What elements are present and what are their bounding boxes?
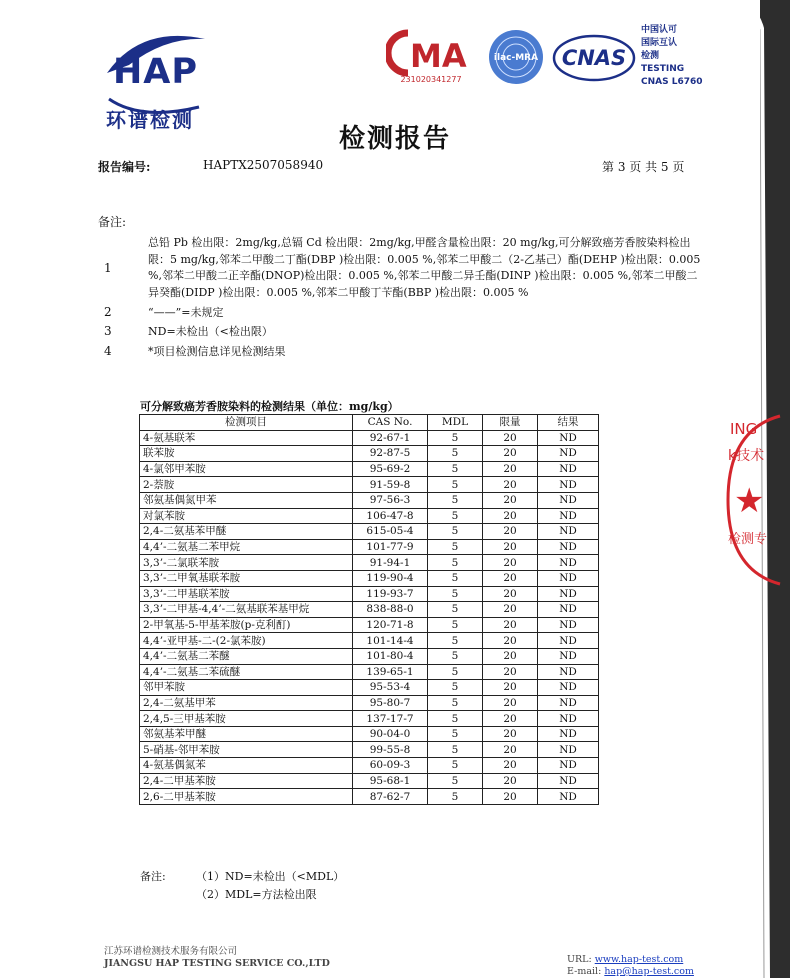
- table-cell: 20: [483, 633, 538, 649]
- table-cell: 95-68-1: [353, 773, 428, 789]
- stamp-text: k技术: [728, 448, 765, 464]
- test-item-cell: 3,3’-二甲氧基联苯胺: [140, 570, 353, 586]
- table-cell: 60-09-3: [353, 758, 428, 774]
- company-name-en: JIANGSU HAP TESTING SERVICE CO.,LTD: [104, 958, 330, 969]
- table-row: [140, 664, 599, 680]
- test-item-cell: 邻甲苯胺: [140, 680, 353, 696]
- test-item-cell: 2,6-二甲基苯胺: [140, 789, 353, 805]
- table-cell: 5: [428, 726, 483, 742]
- test-item-cell: 4-氨基联苯: [140, 430, 353, 446]
- table-cell: 5: [428, 539, 483, 555]
- table-cell: 5: [428, 508, 483, 524]
- table-cell: ND: [538, 633, 599, 649]
- table-header-cell: 检测项目: [140, 415, 353, 431]
- table-row: [140, 695, 599, 711]
- cnas-logo: [552, 30, 636, 86]
- table-cell: 20: [483, 524, 538, 540]
- table-title: 可分解致癌芳香胺染料的检测结果（单位：mg/kg）: [140, 400, 399, 413]
- table-row: [140, 680, 599, 696]
- table-cell: 95-80-7: [353, 695, 428, 711]
- table-cell: 20: [483, 586, 538, 602]
- table-cell: ND: [538, 695, 599, 711]
- table-cell: 20: [483, 461, 538, 477]
- table-cell: 91-59-8: [353, 477, 428, 493]
- table-cell: 5: [428, 602, 483, 618]
- table-cell: 5: [428, 570, 483, 586]
- table-cell: 5: [428, 789, 483, 805]
- test-item-cell: 2,4-二甲基苯胺: [140, 773, 353, 789]
- contact-info: [567, 954, 694, 978]
- table-header-row: [140, 415, 599, 431]
- table-row: [140, 633, 599, 649]
- table-cell: 5: [428, 492, 483, 508]
- table-header-cell: 结果: [538, 415, 599, 431]
- table-cell: ND: [538, 789, 599, 805]
- table-header-cell: 限量: [483, 415, 538, 431]
- website-link[interactable]: www.hap-test.com: [594, 954, 684, 965]
- table-row: [140, 648, 599, 664]
- cma-number: 231020341277: [400, 75, 462, 84]
- table-cell: 99-55-8: [353, 742, 428, 758]
- table-cell: 20: [483, 555, 538, 571]
- table-cell: 106-47-8: [353, 508, 428, 524]
- table-cell: ND: [538, 617, 599, 633]
- note-text: ND=未检出（<检出限）: [148, 325, 273, 338]
- table-cell: 20: [483, 789, 538, 805]
- table-cell: 5: [428, 524, 483, 540]
- cert-line: TESTING: [641, 64, 685, 74]
- table-cell: ND: [538, 602, 599, 618]
- note-number: 4: [104, 344, 112, 358]
- table-row: [140, 711, 599, 727]
- test-item-cell: 2-甲氧基-5-甲基苯胺(p-克利酊): [140, 617, 353, 633]
- table-cell: ND: [538, 773, 599, 789]
- table-cell: 101-14-4: [353, 633, 428, 649]
- test-item-cell: 3,3’-二甲基-4,4’-二氨基联苯基甲烷: [140, 602, 353, 618]
- table-cell: 20: [483, 758, 538, 774]
- table-cell: 5: [428, 664, 483, 680]
- table-cell: ND: [538, 555, 599, 571]
- table-cell: 87-62-7: [353, 789, 428, 805]
- table-cell: 92-87-5: [353, 446, 428, 462]
- cert-text: [641, 24, 703, 89]
- ilac-mra-text: ilac-MRA: [493, 53, 539, 63]
- table-cell: 20: [483, 539, 538, 555]
- cma-logo-text: MA: [410, 37, 467, 75]
- table-cell: 101-77-9: [353, 539, 428, 555]
- report-number: HAPTX2507058940: [203, 158, 324, 172]
- test-item-cell: 4,4’-亚甲基-二-(2-氯苯胺): [140, 633, 353, 649]
- note-number: 1: [104, 261, 112, 275]
- test-item-cell: 4,4’-二氨基二苯甲烷: [140, 539, 353, 555]
- ilac-mra-logo: [485, 28, 547, 86]
- test-item-cell: 联苯胺: [140, 446, 353, 462]
- table-cell: 119-90-4: [353, 570, 428, 586]
- table-cell: ND: [538, 586, 599, 602]
- table-row: [140, 617, 599, 633]
- table-row: [140, 430, 599, 446]
- report-title: 检测报告: [339, 124, 452, 154]
- table-row: [140, 477, 599, 493]
- table-cell: ND: [538, 680, 599, 696]
- table-cell: 5: [428, 617, 483, 633]
- table-cell: 5: [428, 586, 483, 602]
- email-link[interactable]: hap@hap-test.com: [604, 966, 694, 977]
- cert-line: 中国认可: [641, 25, 678, 35]
- table-cell: ND: [538, 492, 599, 508]
- table-row: [140, 570, 599, 586]
- test-item-cell: 2,4-二氨基甲苯: [140, 695, 353, 711]
- table-cell: 20: [483, 695, 538, 711]
- table-cell: 5: [428, 711, 483, 727]
- table-cell: ND: [538, 524, 599, 540]
- table-cell: 5: [428, 633, 483, 649]
- table-cell: 5: [428, 477, 483, 493]
- table-cell: 838-88-0: [353, 602, 428, 618]
- table-header-cell: CAS No.: [353, 415, 428, 431]
- test-item-cell: 3,3’-二甲基联苯胺: [140, 586, 353, 602]
- table-cell: 20: [483, 430, 538, 446]
- table-cell: 20: [483, 648, 538, 664]
- table-cell: 20: [483, 680, 538, 696]
- note-number: 2: [104, 305, 112, 319]
- table-cell: ND: [538, 508, 599, 524]
- table-row: [140, 789, 599, 805]
- table-cell: 90-04-0: [353, 726, 428, 742]
- report-number-label: 报告编号:: [98, 160, 151, 174]
- table-cell: ND: [538, 477, 599, 493]
- note-text: “——”=未规定: [148, 306, 224, 319]
- email-label: E-mail:: [567, 966, 602, 977]
- table-cell: 20: [483, 742, 538, 758]
- table-cell: 5: [428, 773, 483, 789]
- table-cell: 139-65-1: [353, 664, 428, 680]
- note-text: *项目检测信息详见检测结果: [148, 345, 286, 358]
- table-cell: 20: [483, 711, 538, 727]
- test-item-cell: 2-萘胺: [140, 477, 353, 493]
- cnas-logo-text: CNAS: [561, 46, 627, 70]
- company-info: [104, 946, 330, 970]
- table-cell: 120-71-8: [353, 617, 428, 633]
- table-cell: ND: [538, 711, 599, 727]
- table-row: [140, 602, 599, 618]
- table-cell: 5: [428, 461, 483, 477]
- table-cell: 20: [483, 726, 538, 742]
- table-cell: ND: [538, 461, 599, 477]
- test-item-cell: 2,4,5-三甲基苯胺: [140, 711, 353, 727]
- test-item-cell: 4-氯邻甲苯胺: [140, 461, 353, 477]
- table-cell: 137-17-7: [353, 711, 428, 727]
- notes-label: 备注:: [98, 215, 127, 229]
- table-cell: 5: [428, 695, 483, 711]
- table-note-line: （2）MDL=方法检出限: [196, 888, 317, 901]
- table-cell: 20: [483, 664, 538, 680]
- table-cell: 615-05-4: [353, 524, 428, 540]
- table-cell: 20: [483, 446, 538, 462]
- table-cell: 97-56-3: [353, 492, 428, 508]
- test-item-cell: 5-硝基-邻甲苯胺: [140, 742, 353, 758]
- table-cell: ND: [538, 742, 599, 758]
- table-row: [140, 539, 599, 555]
- table-row: [140, 524, 599, 540]
- table-header-cell: MDL: [428, 415, 483, 431]
- table-note-line: （1）ND=未检出（<MDL）: [196, 870, 345, 883]
- test-item-cell: 4,4’-二氨基二苯硫醚: [140, 664, 353, 680]
- table-cell: 101-80-4: [353, 648, 428, 664]
- table-cell: 20: [483, 492, 538, 508]
- url-label: URL:: [567, 954, 592, 965]
- table-row: [140, 586, 599, 602]
- table-row: [140, 508, 599, 524]
- table-row: [140, 461, 599, 477]
- test-item-cell: 邻氨基偶氮甲苯: [140, 492, 353, 508]
- table-row: [140, 446, 599, 462]
- table-cell: ND: [538, 539, 599, 555]
- table-cell: 5: [428, 758, 483, 774]
- table-row: [140, 773, 599, 789]
- note-text: 总铅 Pb 检出限：2mg/kg,总镉 Cd 检出限：2mg/kg,甲醛含量检出限：20 mg/kg,可分解致癌芳香胺染料检出限：5 mg/kg,邻苯二甲酸二丁酯(DBP )检出限：0.005 %,邻苯二甲酸二（2-乙基己）酯(DEHP )检出限：0.005 %,邻苯二甲酸二正辛酯(DNOP)检出限：0.005 %,邻苯二甲酸二异壬酯(DINP )检出限：0.005 %,邻苯二甲酸二异癸酯(DIDP )检出限：0.005 %,邻苯二甲酸丁苄酯(BBP )检出限：0.005 %: [148, 236, 701, 299]
- table-row: [140, 742, 599, 758]
- table-cell: 20: [483, 508, 538, 524]
- table-cell: ND: [538, 648, 599, 664]
- table-cell: ND: [538, 726, 599, 742]
- table-cell: 20: [483, 477, 538, 493]
- table-notes-label: 备注:: [140, 870, 166, 883]
- table-row: [140, 758, 599, 774]
- table-cell: 20: [483, 602, 538, 618]
- table-cell: 95-69-2: [353, 461, 428, 477]
- stamp-text: 检测专: [728, 532, 768, 547]
- test-item-cell: 2,4-二氨基苯甲醚: [140, 524, 353, 540]
- company-name-cn: 江苏环谱检测技术服务有限公司: [104, 946, 238, 957]
- cert-line: 国际互认: [641, 38, 678, 48]
- red-seal-stamp: [724, 410, 790, 590]
- table-cell: 20: [483, 773, 538, 789]
- test-item-cell: 对氯苯胺: [140, 508, 353, 524]
- table-cell: 92-67-1: [353, 430, 428, 446]
- table-cell: 91-94-1: [353, 555, 428, 571]
- cert-line: CNAS L6760: [641, 77, 703, 87]
- table-cell: ND: [538, 758, 599, 774]
- hap-logo-cn: 环谱检测: [106, 108, 194, 132]
- results-table: [139, 414, 599, 805]
- test-item-cell: 4,4’-二氨基二苯醚: [140, 648, 353, 664]
- test-item-cell: 邻氨基苯甲醚: [140, 726, 353, 742]
- table-cell: 119-93-7: [353, 586, 428, 602]
- table-cell: 20: [483, 570, 538, 586]
- table-row: [140, 492, 599, 508]
- table-row: [140, 726, 599, 742]
- table-cell: ND: [538, 570, 599, 586]
- hap-logo-text: HAP: [113, 52, 199, 92]
- table-cell: 5: [428, 742, 483, 758]
- table-cell: ND: [538, 430, 599, 446]
- note-number: 3: [104, 324, 112, 338]
- test-item-cell: 3,3’-二氯联苯胺: [140, 555, 353, 571]
- table-cell: 95-53-4: [353, 680, 428, 696]
- cert-line: 检测: [641, 51, 660, 61]
- table-cell: 5: [428, 446, 483, 462]
- test-item-cell: 4-氨基偶氮苯: [140, 758, 353, 774]
- page-info: 第 3 页 共 5 页: [602, 160, 685, 174]
- table-cell: 5: [428, 680, 483, 696]
- table-cell: ND: [538, 664, 599, 680]
- stamp-star-icon: ★: [734, 481, 765, 521]
- table-cell: 5: [428, 648, 483, 664]
- table-row: [140, 555, 599, 571]
- table-cell: 20: [483, 617, 538, 633]
- table-cell: 5: [428, 430, 483, 446]
- table-cell: ND: [538, 446, 599, 462]
- stamp-text: ING: [730, 420, 758, 438]
- table-cell: 5: [428, 555, 483, 571]
